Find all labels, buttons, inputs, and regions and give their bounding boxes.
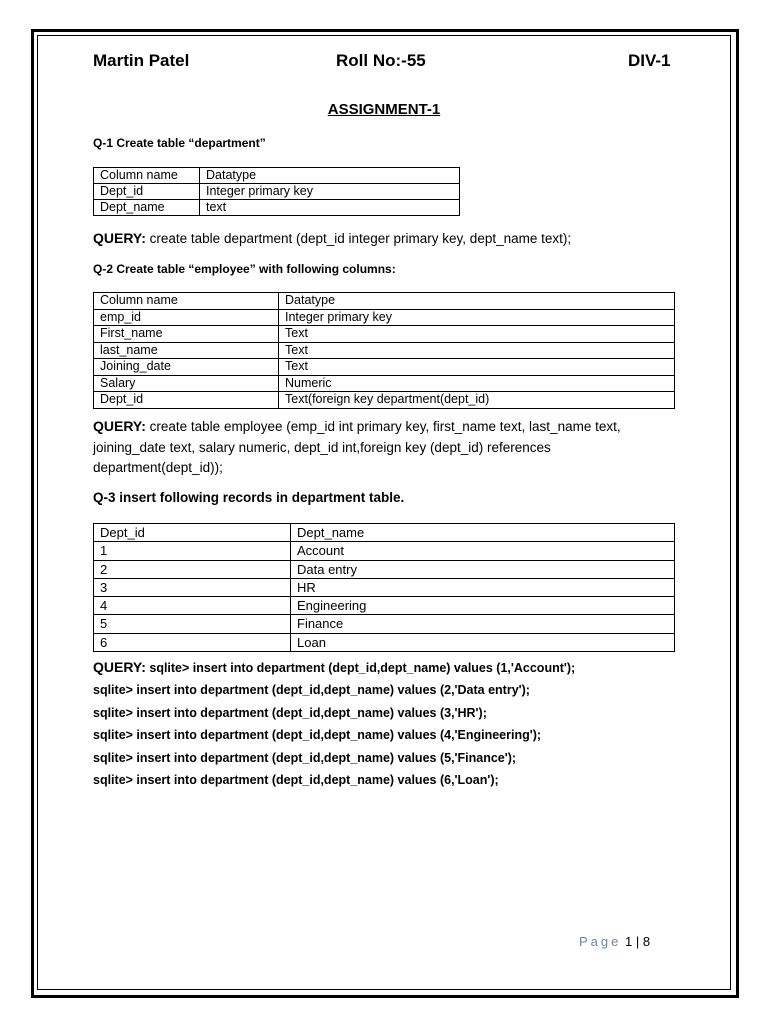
table-cell: Dept_name (94, 200, 200, 216)
table-cell: Engineering (291, 597, 675, 615)
query-label: QUERY: (93, 230, 146, 246)
table-cell: Loan (291, 633, 675, 651)
table-cell: HR (291, 578, 675, 596)
table-row (94, 309, 675, 326)
table-header-cell: Datatype (200, 168, 460, 184)
student-name: Martin Patel (93, 51, 190, 70)
table-cell: Data entry (291, 560, 675, 578)
q3-query-line: sqlite> insert into department (dept_id,dept_name) values (3,'HR'); (93, 706, 487, 720)
table-row (94, 615, 675, 633)
table-cell: Joining_date (94, 359, 279, 376)
table-row (94, 293, 675, 310)
roll-number: Roll No:-55 (336, 51, 426, 70)
assignment-title: ASSIGNMENT-1 (327, 101, 441, 118)
q3-query-line (93, 659, 575, 675)
department-records-table (93, 523, 675, 652)
table-cell: Dept_id (94, 392, 279, 409)
table-cell: 1 (94, 542, 291, 560)
table-cell: 2 (94, 560, 291, 578)
table-row (94, 200, 460, 216)
query-label: QUERY: (93, 659, 146, 675)
q3-query-line: sqlite> insert into department (dept_id,dept_name) values (2,'Data entry'); (93, 683, 530, 697)
table-cell: text (200, 200, 460, 216)
table-header-cell: Column name (94, 293, 279, 310)
table-cell: last_name (94, 342, 279, 359)
table-cell: 4 (94, 597, 291, 615)
table-row (94, 375, 675, 392)
employee-schema-table (93, 292, 675, 409)
table-row (94, 542, 675, 560)
table-row (94, 168, 460, 184)
table-row (94, 560, 675, 578)
query-text: create table department (dept_id integer primary key, dept_name text); (145, 231, 572, 246)
table-cell: Integer primary key (200, 184, 460, 200)
table-cell: Integer primary key (279, 309, 675, 326)
q3-heading: Q-3 insert following records in department table. (93, 490, 405, 505)
page-label: Page (579, 934, 622, 949)
table-header-cell: Datatype (279, 293, 675, 310)
q3-query-line: sqlite> insert into department (dept_id,dept_name) values (4,'Engineering'); (93, 728, 542, 742)
q3-query-line: sqlite> insert into department (dept_id,dept_name) values (5,'Finance'); (93, 751, 517, 765)
table-cell: Text(foreign key department(dept_id) (279, 392, 675, 409)
table-cell: Numeric (279, 375, 675, 392)
table-row (94, 359, 675, 376)
table-cell: Account (291, 542, 675, 560)
table-cell: 6 (94, 633, 291, 651)
table-row (94, 633, 675, 651)
q1-heading: Q-1 Create table “department” (93, 136, 266, 150)
table-cell: Text (279, 326, 675, 343)
table-row (94, 578, 675, 596)
table-cell: Text (279, 359, 675, 376)
division: DIV-1 (628, 51, 671, 70)
q2-query (93, 416, 683, 479)
table-row (94, 524, 675, 542)
table-cell: 3 (94, 578, 291, 596)
table-cell: Salary (94, 375, 279, 392)
table-row (94, 184, 460, 200)
table-cell: 5 (94, 615, 291, 633)
table-header-cell: Dept_name (291, 524, 675, 542)
table-header-cell: Dept_id (94, 524, 291, 542)
table-cell: Dept_id (94, 184, 200, 200)
q1-query (93, 228, 571, 250)
page-footer (579, 934, 650, 949)
q2-heading: Q-2 Create table “employee” with following columns: (93, 262, 396, 276)
q3-query-line: sqlite> insert into department (dept_id,dept_name) values (6,'Loan'); (93, 773, 499, 787)
query-label: QUERY: (93, 418, 146, 434)
table-row (94, 326, 675, 343)
query-text: create table employee (emp_id int primary key, first_name text, last_name text, joining_date text, salary numeric, dept_id int,foreign key (dept_id) references department(dept_id)); (93, 419, 621, 475)
page-current: 1 (625, 934, 633, 949)
table-row (94, 392, 675, 409)
department-schema-table (93, 167, 460, 216)
table-cell: emp_id (94, 309, 279, 326)
table-header-cell: Column name (94, 168, 200, 184)
page-total: 8 (642, 934, 651, 949)
table-cell: Finance (291, 615, 675, 633)
page-separator: | (635, 934, 640, 949)
query-text: sqlite> insert into department (dept_id,dept_name) values (1,'Account'); (145, 661, 576, 675)
table-row (94, 342, 675, 359)
table-row (94, 597, 675, 615)
table-cell: First_name (94, 326, 279, 343)
table-cell: Text (279, 342, 675, 359)
